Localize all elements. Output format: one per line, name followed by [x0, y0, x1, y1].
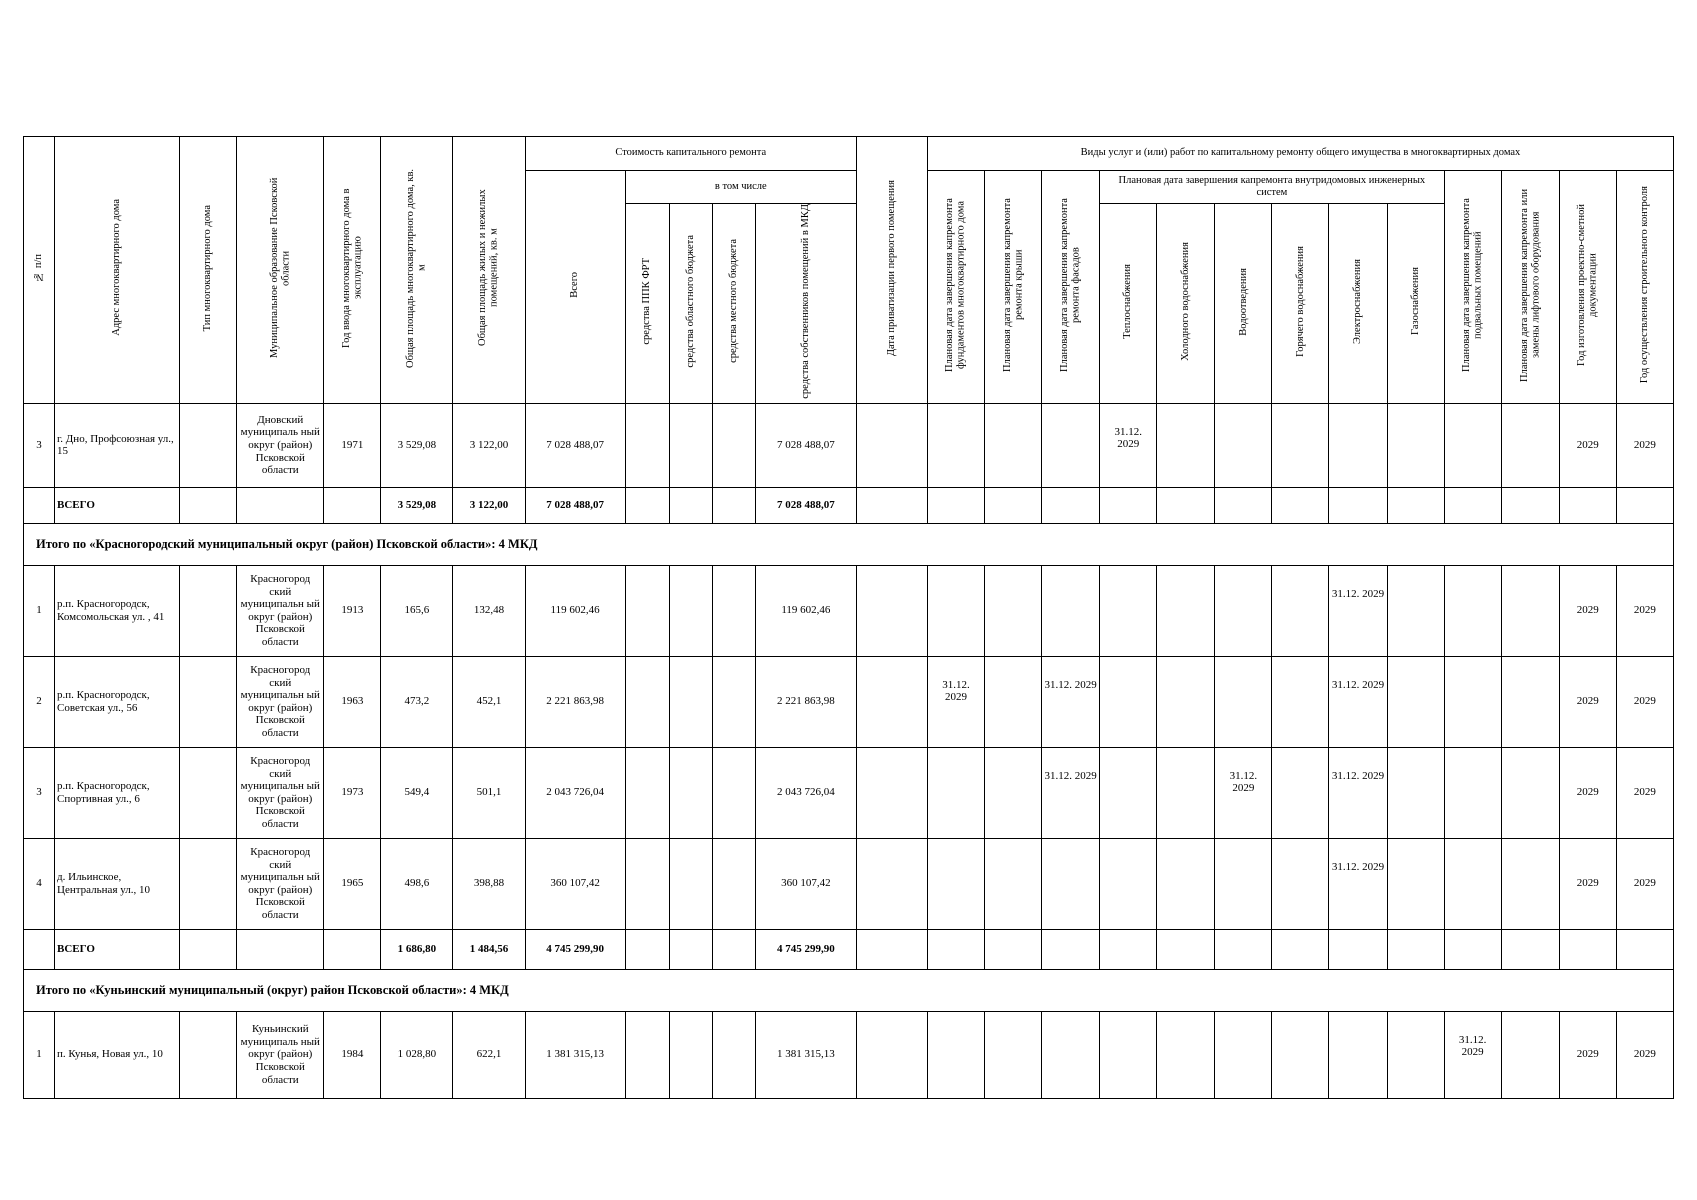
cell-sewer [1215, 565, 1272, 656]
header-sewer: Водоотведения [1215, 204, 1272, 404]
cell-total: 1 381 315,13 [525, 1011, 625, 1098]
cell-electric: 31.12. 2029 [1329, 656, 1387, 747]
cell-year: 1984 [324, 1011, 381, 1098]
cell-ppk [625, 565, 669, 656]
summary-empty-cell [1272, 487, 1329, 523]
cell-roof [985, 1011, 1042, 1098]
summary-empty-cell [1501, 487, 1559, 523]
summary-owners: 4 745 299,90 [755, 929, 856, 969]
header-type: Тип многоквартирного дома [180, 137, 237, 404]
cell-total: 119 602,46 [525, 565, 625, 656]
summary-total-area: 1 686,80 [381, 929, 453, 969]
cell-owners: 2 221 863,98 [755, 656, 856, 747]
cell-living-area: 398,88 [453, 838, 525, 929]
header-roof: Плановая дата завершения капремонта ремонта крыши [985, 171, 1042, 404]
cell-gas [1387, 565, 1444, 656]
summary-empty-cell [237, 487, 324, 523]
cell-year: 1963 [324, 656, 381, 747]
header-year-built: Год ввода многоквартирного дома в эксплуатацию [324, 137, 381, 404]
summary-row [24, 929, 1674, 969]
cell-num: 3 [24, 747, 55, 838]
header-owners: средства собственников помещений в МКД [755, 204, 856, 404]
cell-total-area: 498,6 [381, 838, 453, 929]
cell-foundation [928, 1011, 985, 1098]
cell-electric: 31.12. 2029 [1329, 838, 1387, 929]
cell-roof [985, 656, 1042, 747]
cell-facade [1042, 838, 1100, 929]
header-design-year: Год изготовления проектно-сметной документации [1559, 171, 1616, 404]
cell-control: 2029 [1616, 565, 1673, 656]
cell-sewer [1215, 403, 1272, 487]
cell-municipality: Куньинский муниципаль ный округ (район) Псковской области [237, 1011, 324, 1098]
summary-empty-cell [1042, 929, 1100, 969]
cell-design: 2029 [1559, 747, 1616, 838]
cell-foundation [928, 747, 985, 838]
cell-total-area: 1 028,80 [381, 1011, 453, 1098]
cell-local [712, 403, 755, 487]
summary-empty-cell [985, 929, 1042, 969]
cell-address: р.п. Красногородск, Спортивная ул., 6 [55, 747, 180, 838]
cell-num: 4 [24, 838, 55, 929]
summary-empty-cell [1100, 929, 1157, 969]
cell-type [180, 656, 237, 747]
cell-control: 2029 [1616, 656, 1673, 747]
header-facade: Плановая дата завершения капремонта ремонта фасадов [1042, 171, 1100, 404]
cell-hot-water [1272, 838, 1329, 929]
cell-living-area: 452,1 [453, 656, 525, 747]
cell-facade: 31.12. 2029 [1042, 747, 1100, 838]
cell-living-area: 501,1 [453, 747, 525, 838]
table-row [24, 403, 1674, 487]
summary-empty-cell [1042, 487, 1100, 523]
cell-total-area: 473,2 [381, 656, 453, 747]
summary-empty-cell [24, 487, 55, 523]
cell-ppk [625, 403, 669, 487]
header-municipality: Муниципальное образование Псковской области [237, 137, 324, 404]
cell-facade: 31.12. 2029 [1042, 656, 1100, 747]
summary-empty-cell [180, 929, 237, 969]
table-row [24, 565, 1674, 656]
cell-control: 2029 [1616, 403, 1673, 487]
cell-foundation: 31.12. 2029 [928, 656, 985, 747]
summary-living-area: 1 484,56 [453, 929, 525, 969]
summary-empty-cell [1157, 929, 1215, 969]
cell-year: 1965 [324, 838, 381, 929]
cell-living-area: 3 122,00 [453, 403, 525, 487]
cell-owners: 119 602,46 [755, 565, 856, 656]
summary-address: ВСЕГО [55, 929, 180, 969]
cell-elevator [1501, 403, 1559, 487]
header-privatization: Дата приватизации первого помещения [856, 137, 927, 404]
cell-local [712, 1011, 755, 1098]
summary-empty-cell [669, 929, 712, 969]
header-total-area: Общая площадь многоквартирного дома, кв. м [381, 137, 453, 404]
cell-hot-water [1272, 403, 1329, 487]
summary-empty-cell [1387, 487, 1444, 523]
cell-municipality: Красногород ский муниципальн ый округ (район) Псковской области [237, 565, 324, 656]
cell-living-area: 622,1 [453, 1011, 525, 1098]
summary-empty-cell [324, 929, 381, 969]
summary-empty-cell [1215, 487, 1272, 523]
section-title: Итого по «Куньинский муниципальный (округ) район Псковской области»: 4 МКД [24, 969, 1674, 1011]
summary-empty-cell [625, 929, 669, 969]
header-systems-group: Плановая дата завершения капремонта внутридомовых инженерных систем [1100, 171, 1444, 204]
summary-empty-cell [1559, 929, 1616, 969]
header-total: Всего [525, 171, 625, 404]
cell-control: 2029 [1616, 838, 1673, 929]
summary-owners: 7 028 488,07 [755, 487, 856, 523]
summary-empty-cell [1157, 487, 1215, 523]
cell-ppk [625, 747, 669, 838]
header-including: в том числе [625, 171, 856, 204]
cell-ppk [625, 656, 669, 747]
cell-year: 1913 [324, 565, 381, 656]
cell-num: 2 [24, 656, 55, 747]
cell-heat [1100, 838, 1157, 929]
cell-roof [985, 565, 1042, 656]
header-cost-group: Стоимость капитального ремонта [525, 137, 856, 171]
summary-empty-cell [928, 487, 985, 523]
cell-address: р.п. Красногородск, Комсомольская ул. , 41 [55, 565, 180, 656]
cell-cold-water [1157, 656, 1215, 747]
header-num: № п/п [24, 137, 55, 404]
cell-design: 2029 [1559, 1011, 1616, 1098]
table-row [24, 1011, 1674, 1098]
summary-total-area: 3 529,08 [381, 487, 453, 523]
cell-design: 2029 [1559, 565, 1616, 656]
cell-elevator [1501, 838, 1559, 929]
cell-electric: 31.12. 2029 [1329, 565, 1387, 656]
cell-municipality: Красногород ский муниципальн ый округ (район) Псковской области [237, 747, 324, 838]
summary-empty-cell [180, 487, 237, 523]
capital-repair-table [23, 136, 1674, 1099]
cell-type [180, 838, 237, 929]
summary-living-area: 3 122,00 [453, 487, 525, 523]
summary-empty-cell [1329, 487, 1387, 523]
cell-num: 1 [24, 565, 55, 656]
cell-gas [1387, 403, 1444, 487]
cell-regional [669, 747, 712, 838]
cell-design: 2029 [1559, 403, 1616, 487]
cell-basement [1444, 565, 1501, 656]
cell-regional [669, 403, 712, 487]
cell-total: 360 107,42 [525, 838, 625, 929]
table-row [24, 838, 1674, 929]
summary-empty-cell [1444, 487, 1501, 523]
cell-owners: 1 381 315,13 [755, 1011, 856, 1098]
cell-gas [1387, 1011, 1444, 1098]
cell-regional [669, 656, 712, 747]
cell-privatization [856, 565, 927, 656]
header-control-year: Год осуществления строительного контроля [1616, 171, 1673, 404]
cell-design: 2029 [1559, 838, 1616, 929]
cell-address: г. Дно, Профсоюзная ул., 15 [55, 403, 180, 487]
cell-living-area: 132,48 [453, 565, 525, 656]
header-living-area: Общая площадь жилых и нежилых помещений, кв. м [453, 137, 525, 404]
summary-empty-cell [669, 487, 712, 523]
cell-type [180, 747, 237, 838]
cell-regional [669, 565, 712, 656]
cell-roof [985, 403, 1042, 487]
cell-ppk [625, 1011, 669, 1098]
cell-elevator [1501, 565, 1559, 656]
cell-hot-water [1272, 565, 1329, 656]
cell-owners: 7 028 488,07 [755, 403, 856, 487]
cell-municipality: Дновский муниципаль ный округ (район) Псковской области [237, 403, 324, 487]
summary-empty-cell [1616, 487, 1673, 523]
cell-hot-water [1272, 747, 1329, 838]
summary-empty-cell [1329, 929, 1387, 969]
cell-hot-water [1272, 656, 1329, 747]
cell-facade [1042, 403, 1100, 487]
summary-empty-cell [712, 929, 755, 969]
header-regional: средства областного бюджета [669, 204, 712, 404]
cell-roof [985, 838, 1042, 929]
cell-municipality: Красногород ский муниципальн ый округ (район) Псковской области [237, 656, 324, 747]
header-basement: Плановая дата завершения капремонта подвальных помещений [1444, 171, 1501, 404]
cell-total-area: 165,6 [381, 565, 453, 656]
cell-municipality: Красногород ский муниципальн ый округ (район) Псковской области [237, 838, 324, 929]
cell-basement [1444, 838, 1501, 929]
cell-gas [1387, 656, 1444, 747]
cell-local [712, 838, 755, 929]
cell-address: р.п. Красногородск, Советская ул., 56 [55, 656, 180, 747]
cell-control: 2029 [1616, 747, 1673, 838]
cell-cold-water [1157, 565, 1215, 656]
summary-empty-cell [324, 487, 381, 523]
cell-cold-water [1157, 1011, 1215, 1098]
summary-empty-cell [712, 487, 755, 523]
cell-type [180, 1011, 237, 1098]
cell-elevator [1501, 747, 1559, 838]
cell-address: д. Ильинское, Центральная ул., 10 [55, 838, 180, 929]
table-row [24, 656, 1674, 747]
summary-empty-cell [1215, 929, 1272, 969]
header-hot-water: Горячего водоснабжения [1272, 204, 1329, 404]
cell-total-area: 549,4 [381, 747, 453, 838]
section-title: Итого по «Красногородский муниципальный округ (район) Псковской области»: 4 МКД [24, 523, 1674, 565]
summary-address: ВСЕГО [55, 487, 180, 523]
cell-year: 1973 [324, 747, 381, 838]
cell-regional [669, 838, 712, 929]
cell-num: 1 [24, 1011, 55, 1098]
header-electric: Электроснабжения [1329, 204, 1387, 404]
cell-regional [669, 1011, 712, 1098]
summary-total: 4 745 299,90 [525, 929, 625, 969]
summary-empty-cell [1559, 487, 1616, 523]
cell-foundation [928, 565, 985, 656]
cell-sewer: 31.12. 2029 [1215, 747, 1272, 838]
summary-empty-cell [928, 929, 985, 969]
cell-gas [1387, 838, 1444, 929]
cell-basement [1444, 747, 1501, 838]
cell-privatization [856, 1011, 927, 1098]
cell-hot-water [1272, 1011, 1329, 1098]
summary-empty-cell [1501, 929, 1559, 969]
cell-facade [1042, 1011, 1100, 1098]
summary-empty-cell [625, 487, 669, 523]
cell-heat [1100, 1011, 1157, 1098]
cell-sewer [1215, 656, 1272, 747]
cell-heat [1100, 656, 1157, 747]
header-works-group: Виды услуг и (или) работ по капитальному ремонту общего имущества в многоквартирных домах [928, 137, 1674, 171]
summary-total: 7 028 488,07 [525, 487, 625, 523]
summary-empty-cell [1444, 929, 1501, 969]
cell-privatization [856, 747, 927, 838]
cell-owners: 2 043 726,04 [755, 747, 856, 838]
summary-empty-cell [1616, 929, 1673, 969]
summary-empty-cell [237, 929, 324, 969]
cell-ppk [625, 838, 669, 929]
header-ppk: средства ППК ФРТ [625, 204, 669, 404]
table-body [24, 403, 1674, 1098]
cell-sewer [1215, 838, 1272, 929]
summary-empty-cell [1387, 929, 1444, 969]
table-header [24, 137, 1674, 404]
cell-heat [1100, 565, 1157, 656]
table-row [24, 747, 1674, 838]
cell-gas [1387, 747, 1444, 838]
cell-electric: 31.12. 2029 [1329, 747, 1387, 838]
cell-total: 2 221 863,98 [525, 656, 625, 747]
cell-privatization [856, 403, 927, 487]
cell-foundation [928, 403, 985, 487]
summary-empty-cell [24, 929, 55, 969]
header-local: средства местного бюджета [712, 204, 755, 404]
cell-type [180, 403, 237, 487]
cell-elevator [1501, 656, 1559, 747]
cell-type [180, 565, 237, 656]
cell-basement: 31.12. 2029 [1444, 1011, 1501, 1098]
cell-privatization [856, 838, 927, 929]
cell-year: 1971 [324, 403, 381, 487]
cell-design: 2029 [1559, 656, 1616, 747]
summary-empty-cell [856, 487, 927, 523]
cell-roof [985, 747, 1042, 838]
summary-empty-cell [985, 487, 1042, 523]
cell-control: 2029 [1616, 1011, 1673, 1098]
cell-electric [1329, 403, 1387, 487]
header-elevator: Плановая дата завершения капремонта или замены лифтового оборудования [1501, 171, 1559, 404]
header-cold-water: Холодного водоснабжения [1157, 204, 1215, 404]
cell-basement [1444, 656, 1501, 747]
cell-cold-water [1157, 747, 1215, 838]
cell-local [712, 656, 755, 747]
cell-local [712, 565, 755, 656]
summary-empty-cell [1100, 487, 1157, 523]
cell-basement [1444, 403, 1501, 487]
cell-owners: 360 107,42 [755, 838, 856, 929]
cell-heat: 31.12. 2029 [1100, 403, 1157, 487]
cell-local [712, 747, 755, 838]
summary-empty-cell [856, 929, 927, 969]
summary-row [24, 487, 1674, 523]
header-address: Адрес многоквартирного дома [55, 137, 180, 404]
cell-foundation [928, 838, 985, 929]
cell-cold-water [1157, 403, 1215, 487]
header-gas: Газоснабжения [1387, 204, 1444, 404]
section-title-row [24, 523, 1674, 565]
header-foundation: Плановая дата завершения капремонта фундаментов многоквартирного дома [928, 171, 985, 404]
summary-empty-cell [1272, 929, 1329, 969]
cell-cold-water [1157, 838, 1215, 929]
cell-total: 7 028 488,07 [525, 403, 625, 487]
cell-facade [1042, 565, 1100, 656]
cell-sewer [1215, 1011, 1272, 1098]
cell-elevator [1501, 1011, 1559, 1098]
cell-heat [1100, 747, 1157, 838]
cell-num: 3 [24, 403, 55, 487]
cell-total: 2 043 726,04 [525, 747, 625, 838]
cell-privatization [856, 656, 927, 747]
cell-electric [1329, 1011, 1387, 1098]
cell-address: п. Кунья, Новая ул., 10 [55, 1011, 180, 1098]
cell-total-area: 3 529,08 [381, 403, 453, 487]
header-heat: Теплоснабжения [1100, 204, 1157, 404]
section-title-row [24, 969, 1674, 1011]
